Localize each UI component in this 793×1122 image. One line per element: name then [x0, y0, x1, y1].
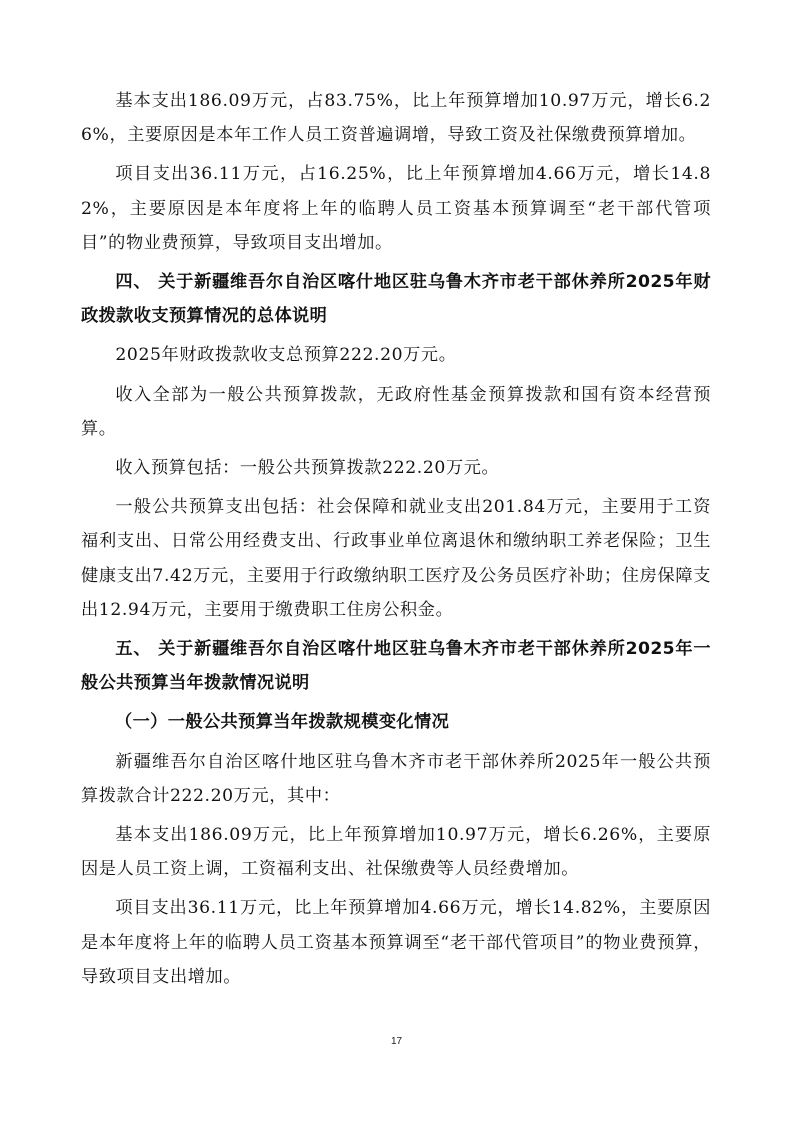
section-heading-5: 五、 关于新疆维吾尔自治区喀什地区驻乌鲁木齐市老干部休养所2025年一般公共预算当年拨款情况说明: [81, 639, 711, 694]
paragraph-income-budget: 收入预算包括：一般公共预算拨款222.20万元。: [115, 458, 500, 479]
paragraph-basic-expenditure-change: 基本支出186.09万元，比上年预算增加10.97万元，增长6.26%，主要原因是人员工资上调，工资福利支出、社保缴费等人员经费增加。: [81, 825, 711, 880]
paragraph-total-budget: 2025年财政拨款收支总预算222.20万元。: [115, 345, 457, 366]
paragraph-income-source: 收入全部为一般公共预算拨款，无政府性基金预算拨款和国有资本经营预算。: [81, 384, 711, 439]
document-body: [81, 84, 711, 999]
paragraph-basic-expenditure: 基本支出186.09万元，占83.75%，比上年预算增加10.97万元，增长6.26%，主要原因是本年工作人员工资普遍调增，导致工资及社保缴费预算增加。: [81, 91, 711, 146]
page-number: 17: [390, 1036, 403, 1047]
paragraph-project-expenditure-change: 项目支出36.11万元，比上年预算增加4.66万元，增长14.82%，主要原因是本年度将上年的临聘人员工资基本预算调至“老干部代管项目”的物业费预算，导致项目支出增加。: [81, 898, 711, 987]
paragraph-appropriation-total: 新疆维吾尔自治区喀什地区驻乌鲁木齐市老干部休养所2025年一般公共预算拨款合计222.20万元，其中：: [81, 751, 711, 806]
paragraph-general-expenditure: 一般公共预算支出包括：社会保障和就业支出201.84万元，主要用于工资福利支出、日常公用经费支出、行政事业单位离退休和缴纳职工养老保险；卫生健康支出7.42万元，主要用于行政缴纳职工医疗及公务员医疗补助；住房保障支出12.94万元，主要用于缴费职工住房公积金。: [81, 497, 711, 620]
paragraph-project-expenditure: 项目支出36.11万元，占16.25%，比上年预算增加4.66万元，增长14.82%，主要原因是本年度将上年的临聘人员工资基本预算调至“老干部代管项目”的物业费预算，导致项目支出增加。: [81, 164, 711, 253]
subsection-heading-1: （一）一般公共预算当年拨款规模变化情况: [115, 712, 450, 733]
section-heading-4: 四、 关于新疆维吾尔自治区喀什地区驻乌鲁木齐市老干部休养所2025年财政拨款收支预算情况的总体说明: [81, 272, 711, 327]
